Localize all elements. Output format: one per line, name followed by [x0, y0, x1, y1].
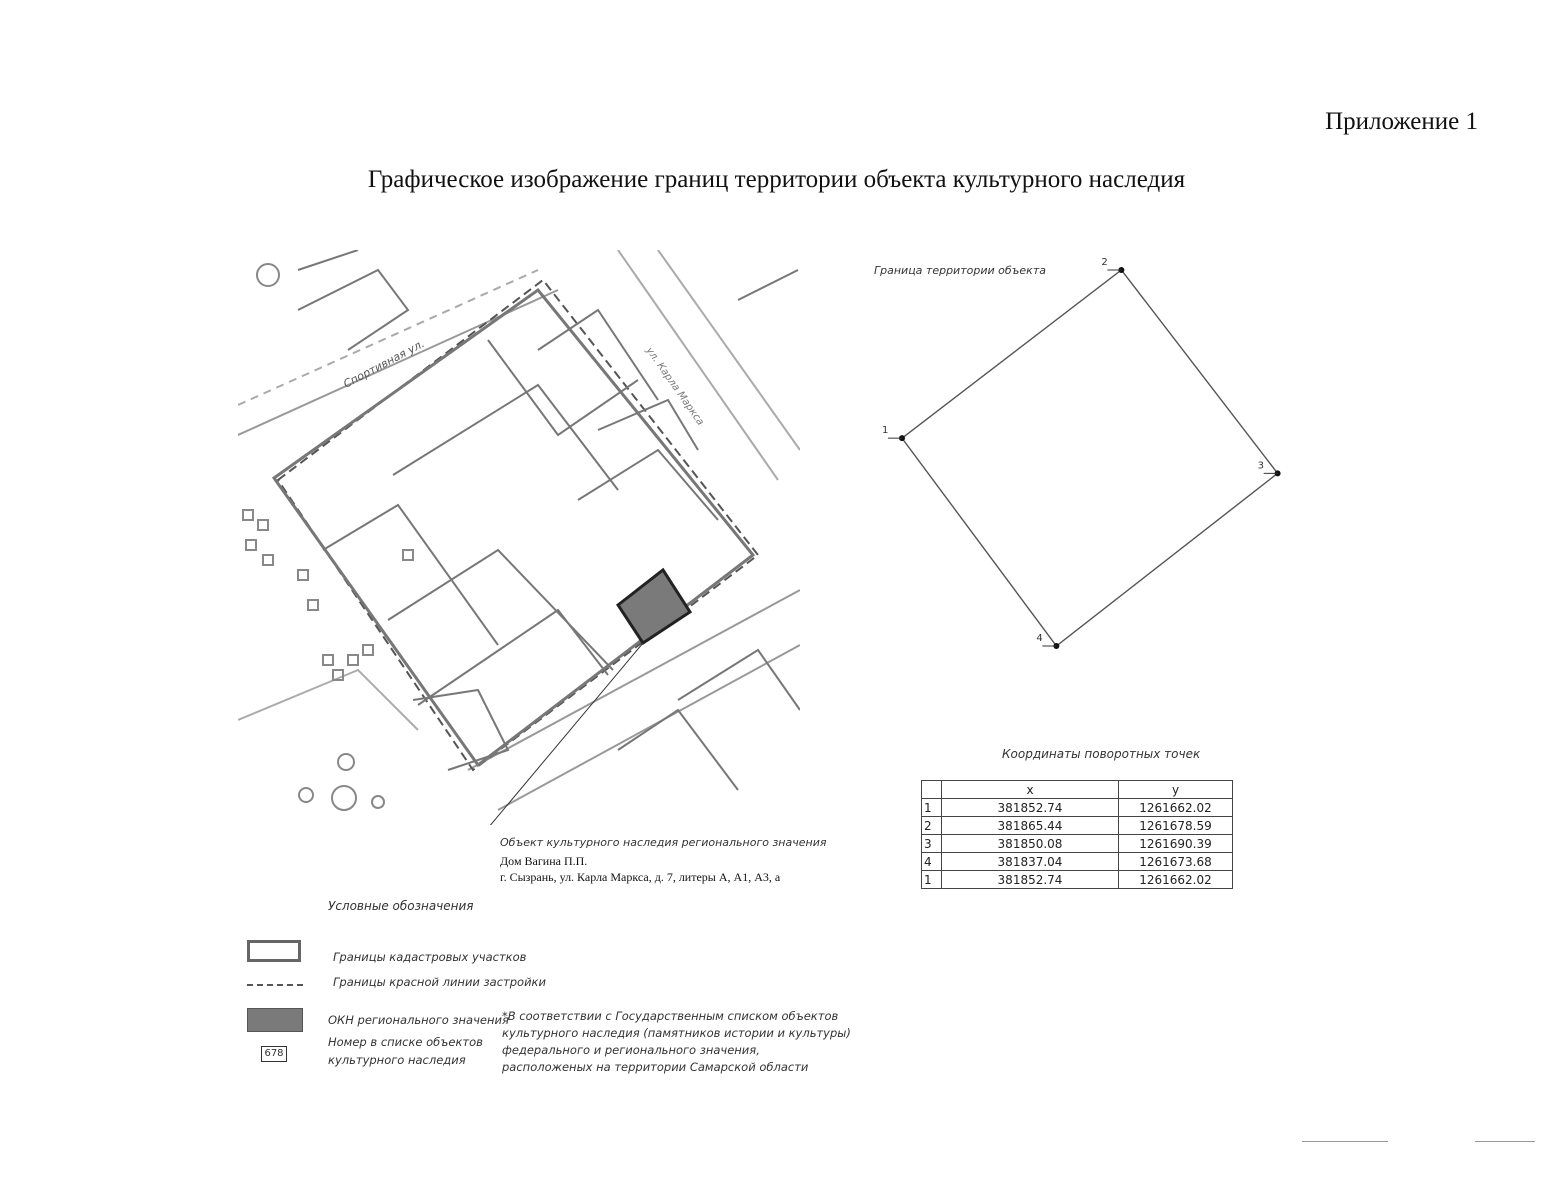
object-address: г. Сызрань, ул. Карла Маркса, д. 7, литеры А, А1, А3, а	[500, 870, 781, 884]
object-name: Дом Вагина П.П.	[500, 854, 588, 868]
point-y: 1261662.02	[1119, 799, 1233, 817]
red-line-swatch	[247, 984, 303, 986]
list-number-swatch: 678	[261, 1046, 287, 1062]
table-row	[922, 871, 1233, 889]
coordinates-caption: Координаты поворотных точек	[1002, 747, 1201, 761]
header-x: x	[942, 781, 1119, 799]
boundary-caption: Граница территории объекта	[874, 264, 1046, 277]
street-label-sportivnaya: Спортивная ул.	[341, 337, 427, 391]
object-caption: Объект культурного наследия регионального значения	[500, 836, 827, 849]
boundary-point-label: 3	[1257, 460, 1264, 472]
street-label-karla-marksa: ул. Карла Маркса	[643, 345, 706, 428]
point-y: 1261690.39	[1119, 835, 1233, 853]
point-x: 381852.74	[942, 871, 1119, 889]
point-number: 1	[922, 871, 942, 889]
point-y: 1261662.02	[1119, 871, 1233, 889]
appendix-label: Приложение 1	[1325, 108, 1478, 135]
table-row	[922, 799, 1233, 817]
table-row	[922, 835, 1233, 853]
legend-parcels-label: Границы кадастровых участков	[333, 950, 527, 964]
point-number: 3	[922, 835, 942, 853]
boundary-point-label: 2	[1101, 257, 1108, 268]
point-x: 381837.04	[942, 853, 1119, 871]
point-x: 381865.44	[942, 817, 1119, 835]
point-y: 1261673.68	[1119, 853, 1233, 871]
point-number: 4	[922, 853, 942, 871]
header-number	[922, 781, 942, 799]
okn-swatch	[247, 1008, 303, 1032]
point-y: 1261678.59	[1119, 817, 1233, 835]
coordinates-table	[921, 780, 1233, 889]
coordinates-header-row	[922, 781, 1233, 799]
table-row	[922, 817, 1233, 835]
boundary-point-label: 4	[1036, 633, 1043, 644]
legend-note-line-2: культурного наследия (памятников истории и культуры)	[502, 1026, 851, 1040]
point-number: 2	[922, 817, 942, 835]
legend-number-label-1: Номер в списке объектов	[328, 1035, 483, 1049]
boundary-point-label: 1	[882, 425, 889, 437]
cadastral-map	[238, 250, 800, 830]
point-x: 381852.74	[942, 799, 1119, 817]
header-y: y	[1119, 781, 1233, 799]
scan-mark	[1302, 1141, 1388, 1142]
legend-note-line-3: федерального и регионального значения,	[502, 1043, 760, 1057]
boundary-polygon	[902, 270, 1278, 646]
legend-title: Условные обозначения	[328, 899, 474, 913]
table-row	[922, 853, 1233, 871]
point-number: 1	[922, 799, 942, 817]
scan-mark	[1475, 1141, 1535, 1142]
boundary-diagram	[870, 238, 1330, 683]
page-title: Графическое изображение границ территории объекта культурного наследия	[367, 166, 1186, 193]
point-x: 381850.08	[942, 835, 1119, 853]
parcel-boundary-swatch	[247, 940, 301, 962]
legend-red-line-label: Границы красной линии застройки	[333, 975, 546, 989]
legend-note-line-1: *В соответствии с Государственным списком объектов	[502, 1009, 839, 1023]
legend-number-label-2: культурного наследия	[328, 1053, 466, 1067]
legend-note-line-4: расположеных на территории Самарской области	[502, 1060, 809, 1074]
legend-okn-label: ОКН регионального значения	[328, 1013, 509, 1027]
